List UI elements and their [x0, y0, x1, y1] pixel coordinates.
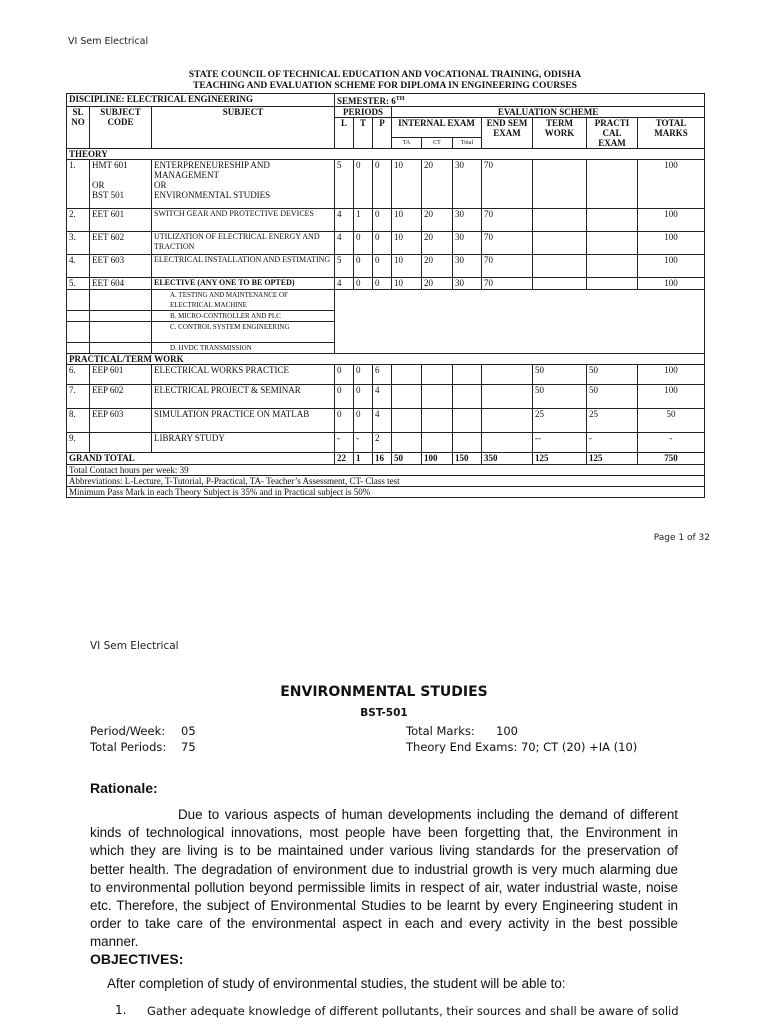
col-periods: PERIODS	[335, 107, 392, 118]
cell-end: 350	[482, 453, 533, 465]
cell-p: 6	[373, 365, 392, 385]
cell-ta: 10	[392, 278, 422, 290]
cell-subject: LIBRARY STUDY	[152, 433, 335, 453]
cell-ct: 20	[422, 232, 453, 255]
cell-l: -	[335, 433, 354, 453]
cell-sl: 4.	[67, 255, 90, 278]
cell-code: EEP 601	[90, 365, 152, 385]
scheme-table	[66, 93, 705, 498]
col-sl: SL NO	[67, 107, 90, 149]
cell-end: 70	[482, 232, 533, 255]
period-week-value: 05	[181, 724, 196, 738]
cell-tw	[533, 278, 587, 290]
col-subject: SUBJECT	[152, 107, 335, 149]
col-code: SUBJECT CODE	[90, 107, 152, 149]
pass-mark: Minimum Pass Mark in each Theory Subject is 35% and in Practical subject is 50%	[67, 487, 705, 498]
course-code: BST-501	[360, 707, 408, 719]
table-row	[67, 232, 705, 255]
cell-subject: UTILIZATION OF ELECTRICAL ENERGY AND TRACTION	[152, 232, 335, 255]
cell-tot: 30	[453, 160, 482, 209]
cell-l: 4	[335, 278, 354, 290]
table-row	[67, 433, 705, 453]
objective-text: Gather adequate knowledge of different pollutants, their sources and shall be aware of solid	[147, 1004, 679, 1018]
cell-total: 100	[638, 232, 705, 255]
col-t: T	[354, 118, 373, 149]
table-row	[67, 160, 705, 209]
cell-total: -	[638, 433, 705, 453]
practical-label: PRACTICAL/TERM WORK	[67, 354, 705, 365]
cell-total: 100	[638, 385, 705, 409]
cell-pe	[587, 232, 638, 255]
cell-ct: 20	[422, 160, 453, 209]
cell-t: 1	[354, 209, 373, 232]
cell-end: 70	[482, 160, 533, 209]
cell-total: 100	[638, 365, 705, 385]
cell-pe: 125	[587, 453, 638, 465]
cell-ta: 10	[392, 232, 422, 255]
cell-total: 100	[638, 255, 705, 278]
elective-blank	[335, 290, 705, 354]
cell-tw: 50	[533, 385, 587, 409]
cell-tw: --	[533, 433, 587, 453]
cell-end: 70	[482, 209, 533, 232]
objectives-heading: OBJECTIVES:	[90, 951, 184, 967]
cell-t: 0	[354, 255, 373, 278]
cell-ct: 20	[422, 278, 453, 290]
cell-subject: SWITCH GEAR AND PROTECTIVE DEVICES	[152, 209, 335, 232]
cell-p: 4	[373, 385, 392, 409]
cell-tot: 30	[453, 255, 482, 278]
cell-code: EET 602	[90, 232, 152, 255]
cell-p: 0	[373, 278, 392, 290]
cell-l: 4	[335, 232, 354, 255]
page-header: VI Sem Electrical	[90, 640, 179, 652]
total-marks-label: Total Marks:	[406, 724, 475, 738]
cell-subject: ELECTRICAL WORKS PRACTICE	[152, 365, 335, 385]
cell-sl: 3.	[67, 232, 90, 255]
period-week-label: Period/Week:	[90, 724, 166, 738]
cell-sl: 7.	[67, 385, 90, 409]
cell-l: 4	[335, 209, 354, 232]
table-row	[67, 290, 705, 311]
semester-cell: SEMESTER: 6TH	[335, 94, 705, 107]
cell-end: 70	[482, 255, 533, 278]
col-l: L	[335, 118, 354, 149]
elective-a: A. TESTING AND MAINTENANCE OF ELECTRICAL MACHINE	[152, 290, 335, 311]
elective-d: D. HVDC TRANSMISSION	[152, 343, 335, 354]
cell-tw: 125	[533, 453, 587, 465]
cell-subject: ELECTRICAL PROJECT & SEMINAR	[152, 385, 335, 409]
theory-end-exams: Theory End Exams: 70; CT (20) +IA (10)	[406, 740, 638, 754]
cell-total: 100	[638, 160, 705, 209]
cell-subject: ENTERPRENEURESHIP AND MANAGEMENT OR ENVIRONMENTAL STUDIES	[152, 160, 335, 209]
cell-pe	[587, 278, 638, 290]
cell-sl: 8.	[67, 409, 90, 433]
col-total-sub: Total	[453, 138, 482, 149]
table-row	[67, 107, 705, 118]
cell-tw	[533, 160, 587, 209]
table-row	[67, 149, 705, 160]
cell-t: 0	[354, 365, 373, 385]
cell-ct: 20	[422, 255, 453, 278]
cell-t: 0	[354, 278, 373, 290]
grand-total-label: GRAND TOTAL	[67, 453, 335, 465]
cell-sl: 2.	[67, 209, 90, 232]
cell-l: 5	[335, 160, 354, 209]
cell-p: 0	[373, 255, 392, 278]
cell-code: EET 604	[90, 278, 152, 290]
cell-t: 0	[354, 385, 373, 409]
cell-ta: 10	[392, 255, 422, 278]
col-practical: PRACTI CAL EXAM	[587, 118, 638, 149]
cell-ct: 20	[422, 209, 453, 232]
abbreviations: Abbreviations: L-Lecture, T-Tutorial, P-Practical, TA- Teacher’s Assessment, CT- Class test	[67, 476, 705, 487]
cell-total: 750	[638, 453, 705, 465]
col-totalmarks: TOTAL MARKS	[638, 118, 705, 149]
table-row	[67, 487, 705, 498]
rationale-text: Due to various aspects of human developments including the demand of different kinds of technological innovations, most people have been forgetting that, the Environment in which they are living is to be maintained under various living standards for the preservation of better health. The degradation of environment due to industrial growth is very much alarming due to environmental pollution beyond permissible limits in respect of air, water industrial waste, noise etc. Therefore, the subject of Environmental Studies to be learnt by every Engineering student in order to take care of the environmental aspect in each and every activity in the best possible manner.	[90, 807, 678, 950]
cell-t: 0	[354, 409, 373, 433]
table-row	[67, 94, 705, 107]
cell-pe: 50	[587, 385, 638, 409]
cell-code: HMT 601 OR BST 501	[90, 160, 152, 209]
discipline-cell: DISCIPLINE: ELECTRICAL ENGINEERING	[67, 94, 335, 107]
cell-ta: 50	[392, 453, 422, 465]
contact-hours: Total Contact hours per week: 39	[67, 465, 705, 476]
cell-total: 100	[638, 278, 705, 290]
cell-tot: 30	[453, 209, 482, 232]
table-row	[67, 385, 705, 409]
objective-number: 1.	[115, 1003, 127, 1017]
cell-tw	[533, 232, 587, 255]
cell-total: 50	[638, 409, 705, 433]
cell-code: EEP 603	[90, 409, 152, 433]
cell-l: 5	[335, 255, 354, 278]
cell-t: 0	[354, 160, 373, 209]
table-row	[67, 278, 705, 290]
elective-c: C. CONTROL SYSTEM ENGINEERING	[152, 322, 335, 343]
page-header: VI Sem Electrical	[68, 36, 149, 47]
cell-pe	[587, 255, 638, 278]
cell-tot: 150	[453, 453, 482, 465]
cell-l: 0	[335, 385, 354, 409]
cell-code: EET 601	[90, 209, 152, 232]
col-endsem: END SEM EXAM	[482, 118, 533, 149]
cell-total: 100	[638, 209, 705, 232]
cell-sl: 9.	[67, 433, 90, 453]
col-eval: EVALUATION SCHEME	[392, 107, 705, 118]
cell-t: 1	[354, 453, 373, 465]
cell-l: 0	[335, 365, 354, 385]
cell-tot: 30	[453, 278, 482, 290]
cell-code: EET 603	[90, 255, 152, 278]
course-title: ENVIRONMENTAL STUDIES	[280, 684, 488, 700]
total-periods-value: 75	[181, 740, 196, 754]
col-ta: TA	[392, 138, 422, 149]
scheme-title: TEACHING AND EVALUATION SCHEME FOR DIPLOMA IN ENGINEERING COURSES	[193, 81, 577, 91]
col-p: P	[373, 118, 392, 149]
grand-total-row	[67, 453, 705, 465]
cell-code	[90, 433, 152, 453]
rationale-heading: Rationale:	[90, 780, 158, 796]
cell-tw	[533, 255, 587, 278]
table-row	[67, 354, 705, 365]
cell-code: EEP 602	[90, 385, 152, 409]
cell-pe	[587, 160, 638, 209]
council-title: STATE COUNCIL OF TECHNICAL EDUCATION AND VOCATIONAL TRAINING, ODISHA	[188, 70, 582, 80]
total-periods-label: Total Periods:	[90, 740, 167, 754]
cell-ta: 10	[392, 209, 422, 232]
cell-t: 0	[354, 232, 373, 255]
cell-p: 0	[373, 209, 392, 232]
cell-p: 0	[373, 232, 392, 255]
cell-p: 4	[373, 409, 392, 433]
cell-p: 16	[373, 453, 392, 465]
elective-b: B. MICRO-CONTROLLER AND PLC	[152, 311, 335, 322]
cell-ct: 100	[422, 453, 453, 465]
cell-ta: 10	[392, 160, 422, 209]
cell-pe: 25	[587, 409, 638, 433]
cell-pe: -	[587, 433, 638, 453]
cell-tw	[533, 209, 587, 232]
cell-sl: 1.	[67, 160, 90, 209]
table-row	[67, 465, 705, 476]
cell-pe: 50	[587, 365, 638, 385]
cell-p: 2	[373, 433, 392, 453]
table-row	[67, 365, 705, 385]
cell-subject: SIMULATION PRACTICE ON MATLAB	[152, 409, 335, 433]
table-row	[67, 209, 705, 232]
theory-label: THEORY	[67, 149, 705, 160]
cell-subject: ELECTIVE (ANY ONE TO BE OPTED)	[152, 278, 335, 290]
cell-subject: ELECTRICAL INSTALLATION AND ESTIMATING	[152, 255, 335, 278]
col-termwork: TERM WORK	[533, 118, 587, 149]
col-ct: CT	[422, 138, 453, 149]
total-marks-value: 100	[496, 724, 518, 738]
page-number: Page 1 of 32	[653, 533, 710, 543]
cell-end: 70	[482, 278, 533, 290]
table-row	[67, 255, 705, 278]
cell-t: -	[354, 433, 373, 453]
cell-pe	[587, 209, 638, 232]
cell-tw: 50	[533, 365, 587, 385]
cell-p: 0	[373, 160, 392, 209]
table-row	[67, 476, 705, 487]
cell-sl: 5.	[67, 278, 90, 290]
cell-sl: 6.	[67, 365, 90, 385]
col-internal: INTERNAL EXAM	[392, 118, 482, 138]
cell-l: 0	[335, 409, 354, 433]
objectives-intro: After completion of study of environmental studies, the student will be able to:	[107, 976, 566, 991]
cell-l: 22	[335, 453, 354, 465]
cell-tw: 25	[533, 409, 587, 433]
table-row	[67, 409, 705, 433]
cell-tot: 30	[453, 232, 482, 255]
